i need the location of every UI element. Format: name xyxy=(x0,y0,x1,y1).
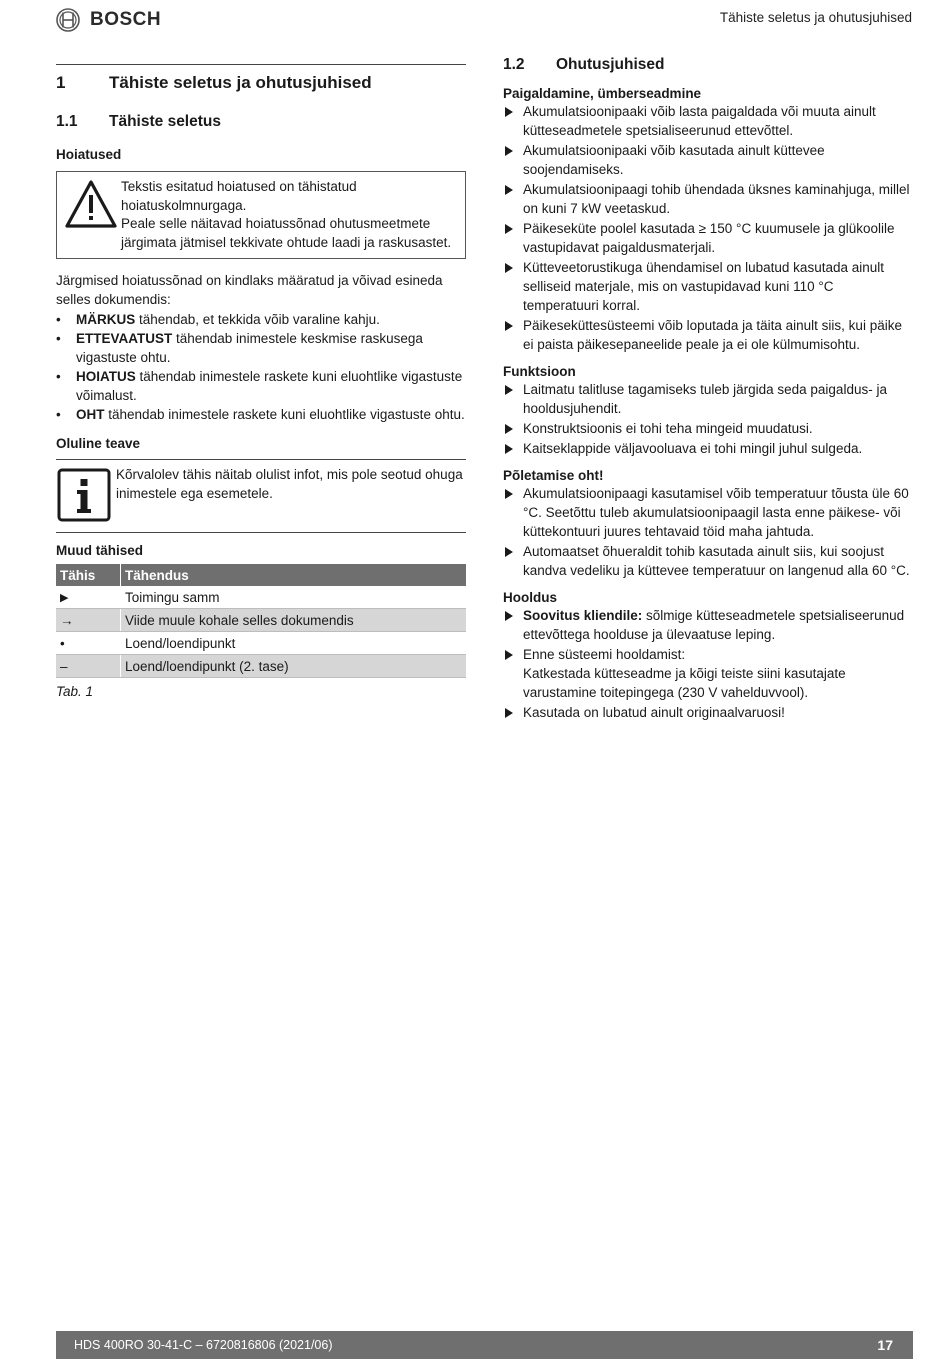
brand-logo xyxy=(56,8,161,32)
section-1-1-heading xyxy=(56,113,466,131)
recommendation-label: Soovitus kliendile: xyxy=(523,608,643,623)
table-cell-meaning: Loend/loendipunkt xyxy=(121,632,467,655)
table-cell-meaning: Toimingu samm xyxy=(121,586,467,609)
info-heading: Oluline teave xyxy=(56,436,141,451)
table-row xyxy=(56,632,466,655)
symbols-table xyxy=(56,564,466,678)
burn-hazard-list xyxy=(503,484,913,580)
action-step-icon xyxy=(505,547,513,557)
section-1-heading xyxy=(56,73,466,93)
action-step xyxy=(503,380,913,418)
step-text: Konstruktsioonis ei tohi teha mingeid muudatusi. xyxy=(523,421,813,436)
brand-name: BOSCH xyxy=(90,9,162,30)
action-step-icon xyxy=(505,444,513,454)
step-text: Automaatset õhueraldit tohib kasutada ainult siis, kui soojust kandva vedeliku ja küttevee temperatuur on langenud alla 60 °C. xyxy=(523,544,910,578)
action-step-icon xyxy=(505,263,513,273)
list-item xyxy=(56,310,466,329)
step-text: Akumulatsioonipaaki võib lasta paigaldada või muuta ainult kütteseadmetele spetsialiseerunud ettevõttel. xyxy=(523,104,876,138)
column-header-meaning: Tähendus xyxy=(121,564,467,586)
action-step-icon xyxy=(505,224,513,234)
action-step xyxy=(503,703,913,722)
step-text: Akumulatsioonipaaki võib kasutada ainult küttevee soojendamiseks. xyxy=(523,143,825,177)
action-step-icon xyxy=(505,146,513,156)
signal-words-intro: Järgmised hoiatussõnad on kindlaks määratud ja võivad esineda selles dokumendis: xyxy=(56,273,443,307)
installation-heading: Paigaldamine, ümberseadmine xyxy=(503,86,702,101)
action-step xyxy=(503,258,913,315)
signal-word: OHT xyxy=(76,407,105,422)
warning-box-text xyxy=(121,178,457,252)
step-text: Päikeseküttesüsteemi võib loputada ja täita ainult siis, kui päike ei paista päikesepaneelide peale ja ei ole külmumisohtu. xyxy=(523,318,902,352)
action-step xyxy=(503,219,913,257)
action-step-icon xyxy=(505,385,513,395)
table-caption: Tab. 1 xyxy=(56,684,94,699)
info-box xyxy=(56,459,466,533)
warning-triangle-icon xyxy=(61,178,121,252)
section-number: 1.1 xyxy=(56,113,78,130)
action-step xyxy=(503,484,913,541)
signal-word-meaning: tähendab, et tekkida võib varaline kahju. xyxy=(135,312,380,327)
maintenance-heading: Hooldus xyxy=(503,590,557,605)
step-text: Kaitseklappide väljavooluava ei tohi mingil juhul sulgeda. xyxy=(523,441,863,456)
step-text: Päikeseküte poolel kasutada ≥ 150 °C kuumusele ja glükoolile vastupidavat paigaldusmaterjali. xyxy=(523,221,895,255)
table-cell-meaning: Viide muule kohale selles dokumendis xyxy=(121,609,467,632)
table-row xyxy=(56,655,466,678)
table-cell-symbol: ▶ xyxy=(56,586,121,609)
installation-list xyxy=(503,102,913,354)
section-rule xyxy=(56,64,466,65)
table-header-row xyxy=(56,564,466,586)
step-text: Kütteveetorustikuga ühendamisel on lubatud kasutada ainult selliseid materjale, mis on vastupidavad kuni 110 °C temperatuuri korral. xyxy=(523,260,884,313)
action-step-icon xyxy=(505,611,513,621)
section-title: Tähiste seletus xyxy=(109,113,221,130)
action-step-icon xyxy=(505,650,513,660)
bosch-armature-icon xyxy=(56,8,80,32)
section-number: 1.2 xyxy=(503,56,525,73)
signal-word-meaning: tähendab inimestele keskmise raskusega vigastuste ohtu. xyxy=(76,331,423,365)
page-number: 17 xyxy=(877,1337,893,1353)
warning-box xyxy=(56,171,466,259)
table-row xyxy=(56,586,466,609)
info-box-text: Kõrvalolev tähis näitab olulist infot, mis pole seotud ohuga inimestele ega esemetele. xyxy=(116,467,463,501)
action-step-icon xyxy=(505,107,513,117)
signal-word-meaning: tähendab inimestele raskete kuni eluohtlike vigastuste ohtu. xyxy=(104,407,465,422)
action-step xyxy=(503,439,913,458)
table-cell-symbol: → xyxy=(56,609,121,632)
maintenance-list xyxy=(503,606,913,722)
signal-word: MÄRKUS xyxy=(76,312,136,327)
action-step-icon xyxy=(505,321,513,331)
table-row xyxy=(56,609,466,632)
action-step xyxy=(503,645,913,702)
section-1-2-heading xyxy=(503,56,913,74)
section-title: Ohutusjuhised xyxy=(556,56,665,73)
section-number: 1 xyxy=(56,73,66,92)
left-column xyxy=(56,64,466,699)
document-id: HDS 400RO 30-41-C – 6720816806 (2021/06) xyxy=(74,1338,333,1352)
action-step xyxy=(503,141,913,179)
section-title: Tähiste seletus ja ohutusjuhised xyxy=(109,73,372,92)
warning-box-line: Peale selle näitavad hoiatussõnad ohutusmeetmete järgimata jätmisel tekkivate ohtude laadi ja raskusastet. xyxy=(121,216,452,250)
action-step-icon xyxy=(505,708,513,718)
step-text: Katkestada kütteseadme ja kõigi teiste siini kasutajate varustamine toitepingega (230 V vahelduvvool). xyxy=(523,666,846,700)
list-item xyxy=(56,329,466,367)
table-cell-symbol: • xyxy=(56,632,121,655)
step-text: Akumulatsioonipaagi tohib ühendada üksnes kaminahjuga, millel on kuni 7 kW veetaskud. xyxy=(523,182,910,216)
signal-word-meaning: tähendab inimestele raskete kuni eluohtlike vigastuste võimalust. xyxy=(76,369,463,403)
warnings-heading: Hoiatused xyxy=(56,147,122,162)
step-text: Enne süsteemi hooldamist: xyxy=(523,647,686,662)
burn-hazard-heading: Põletamise oht! xyxy=(503,468,604,483)
other-symbols-heading: Muud tähised xyxy=(56,543,143,558)
function-list xyxy=(503,380,913,458)
action-step-icon xyxy=(505,489,513,499)
list-item xyxy=(56,405,466,424)
column-header-symbol: Tähis xyxy=(56,564,121,586)
action-step xyxy=(503,180,913,218)
action-step xyxy=(503,316,913,354)
table-cell-symbol: – xyxy=(56,655,121,678)
action-step-icon xyxy=(505,424,513,434)
action-step xyxy=(503,419,913,438)
function-heading: Funktsioon xyxy=(503,364,576,379)
action-step xyxy=(503,102,913,140)
right-column xyxy=(503,56,913,723)
table-cell-meaning: Loend/loendipunkt (2. tase) xyxy=(121,655,467,678)
action-step-icon xyxy=(505,185,513,195)
running-head: Tähiste seletus ja ohutusjuhised xyxy=(719,10,912,25)
info-icon xyxy=(56,466,116,522)
step-text: Akumulatsioonipaagi kasutamisel võib temperatuur tõusta üle 60 °C. Seetõttu tuleb akumulatsioonipaagil lasta enne päikese- või küttekontuuri juures tehtavaid töid maha jahtuda. xyxy=(523,486,909,539)
signal-words-list xyxy=(56,310,466,424)
step-text: Kasutada on lubatud ainult originaalvaruosi! xyxy=(523,705,785,720)
action-step xyxy=(503,542,913,580)
signal-word: HOIATUS xyxy=(76,369,136,384)
page-footer xyxy=(56,1331,913,1359)
warning-box-line: Tekstis esitatud hoiatused on tähistatud hoiatuskolmnurgaga. xyxy=(121,179,357,213)
action-step xyxy=(503,606,913,644)
list-item xyxy=(56,367,466,405)
signal-word: ETTEVAATUST xyxy=(76,331,173,346)
step-text: sõlmige kütteseadmetele spetsialiseerunud ettevõttega hoolduse ja ülevaatuse leping. xyxy=(523,608,905,642)
step-text: Laitmatu talitluse tagamiseks tuleb järgida seda paigaldus- ja hooldusjuhendit. xyxy=(523,382,887,416)
